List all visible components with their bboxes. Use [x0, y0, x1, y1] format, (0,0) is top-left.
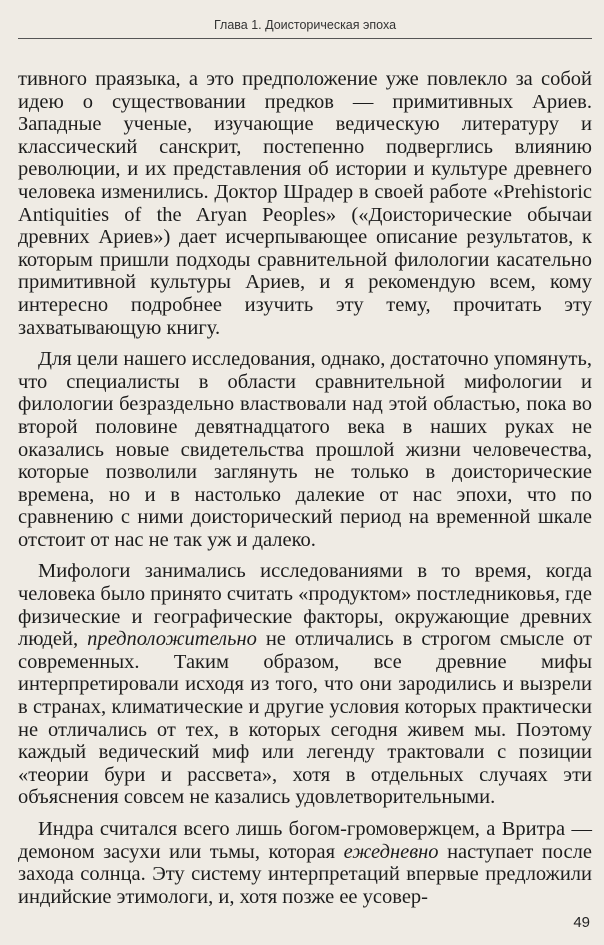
paragraph-4-emphasis: ежедневно — [343, 840, 439, 863]
paragraph-2-text: Для цели нашего исследования, однако, достаточно упомянуть, что специалисты в области сравнительной мифологии и филологии безраздельно властвовали над этой областью, пока во второй половине девятнадцатого века в наших руках не оказались новые свидетельства прошлой жизни человечества, которые позволили заглянуть не только в доисторические времена, но и в настолько далекие от нас эпохи, что по сравнению с ними доисторический период на временной шкале отстоит от нас не так уж и далеко. — [18, 348, 592, 551]
header-rule — [18, 38, 592, 39]
paragraph-1-text: тивного праязыка, а это предположение уже повлекло за собой идею о существовании предков — примитивных Ариев. Западные ученые, изучающие ведическую литературу и классический санскрит, постепенно подверглись влиянию революции, и их представления об истории и культуре древнего человека изменились. Доктор Шрадер в своей работе «Prehistoric Antiquities of the Aryan Peoples» («Доисторические обычаи древних Ариев») дает исчерпывающее описание результатов, к которым пришли подходы сравнительной филологии касательно примитивной культуры Ариев, и я рекомендую всем, кому интересно подробнее изучить эту тему, прочитать эту захватывающую книгу. — [18, 68, 592, 339]
paragraph-3-text-b: не отличались в строгом смысле от современных. Таким образом, все древние мифы интерпретировали исходя из того, что они зародились и вызрели в странах, климатические и другие условия которых практически не отличались от тех, в которых сегодня живем мы. Поэтому каждый ведический миф или легенду трактовали с позиции «теории бури и рассвета», хотя в отдельных случаях эти объяснения совсем не казались удовлетворительными. — [18, 628, 592, 809]
paragraph-4-text-a: Индра считался всего лишь богом-громовержцем, а Вритра — демоном засухи или тьмы, которая — [18, 818, 592, 863]
body-text — [18, 68, 592, 917]
paragraph-3 — [18, 560, 592, 809]
paragraph-1 — [18, 68, 592, 339]
paragraph-3-emphasis: предположительно — [87, 628, 257, 651]
paragraph-4-text-b: наступает после захода солнца. Эту систему интерпретаций впервые предложили индийские этимологи, и, хотя позже ее усовер- — [18, 840, 592, 908]
paragraph-4 — [18, 818, 592, 908]
page-number: 49 — [573, 914, 590, 931]
running-head: Глава 1. Доисторическая эпоха — [213, 18, 397, 32]
paragraph-3-text-a: Мифологи занимались исследованиями в то время, когда человека было принято считать «продуктом» постледниковья, где физические и географические факторы, окружающие древних людей, — [18, 560, 592, 651]
paragraph-2 — [18, 348, 592, 551]
